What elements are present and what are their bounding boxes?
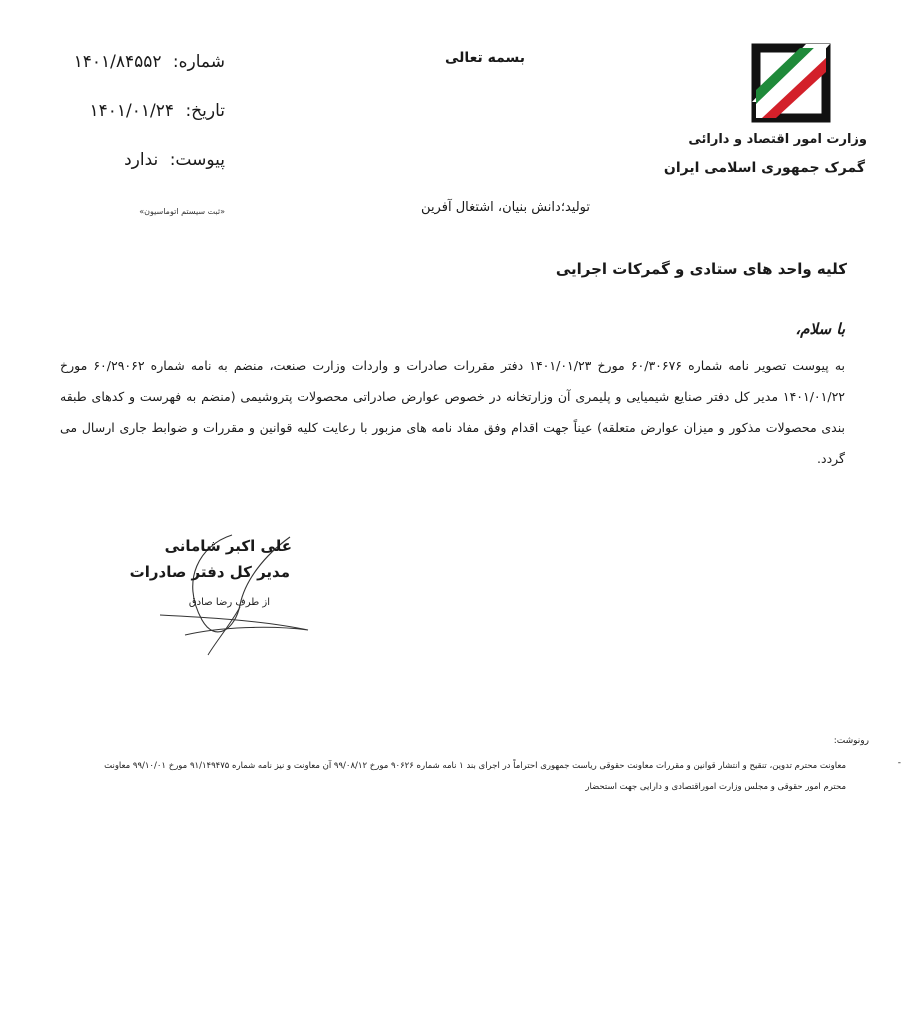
letter-attachment-label: پیوست: (169, 150, 225, 170)
letter-date-label: تاریخ: (185, 101, 225, 121)
signatory-name: علی اکبر شامانی (164, 537, 292, 555)
customs-logo-icon (748, 40, 834, 126)
year-slogan: تولید؛دانش بنیان، اشتغال آفرین (421, 200, 590, 215)
letter-attachment (55, 150, 225, 170)
cc-text: معاونت محترم تدوین، تنقیح و انتشار قوانین و مقررات معاونت حقوقی ریاست جمهوری احتراماً در اجرای بند ۱ نامه شماره ۹۰۶۲۶ مورخ ۹۹/۰۸/۱۲ آن معاونت و نیز نامه شماره ۹۱/۱۴۹۴۷۵ مورخ ۹۹/۱۰/۰۱ معاونت محترم امور حقوقی و مجلس وزارت اموراقتصادی و دارایی جهت استحضار (104, 761, 846, 792)
signatory-title: مدیر کل دفتر صادرات (129, 563, 290, 581)
automation-system-note: «ثبت سیستم اتوماسیون» (139, 207, 225, 216)
signature-block (129, 525, 320, 665)
letter-attachment-value: ندارد (124, 150, 159, 170)
recipient: کلیه واحد های ستادی و گمرکات اجرایی (555, 260, 847, 278)
letter-date-value: ۱۴۰۱/۰۱/۲۴ (89, 101, 175, 121)
bismillah: بسمه تعالی (444, 50, 526, 66)
letter-body: به پیوست تصویر نامه شماره ۶۰/۳۰۶۷۶ مورخ ۱۴۰۱/۰۱/۲۳ دفتر مقررات صادرات و واردات وزارت صنعت، منضم به نامه شماره ۶۰/۲۹۰۶۲ مورخ ۱۴۰۱/۰۱/۲۲ مدیر کل دفتر صنایع شیمیایی و پلیمری آن وزارتخانه در خصوص عوارض صادراتی محصولات پتروشیمی (منضم به فهرست و کدهای طبقه بندی محصولات مذکور و میزان عوارض متعلقه) عیناً جهت اقدام وفق مفاد نامه های مزبور با رعایت کلیه قوانین و مقررات و ضوابط جاری ارسال می گردد. (60, 358, 845, 466)
cc-label: رونوشت: (833, 736, 869, 746)
letter-number-label: شماره: (172, 52, 225, 72)
letter-number (55, 52, 225, 72)
letter-number-value: ۱۴۰۱/۸۴۵۵۲ (73, 52, 162, 72)
letter-date (55, 101, 225, 121)
ministry-name: وزارت امور اقتصاد و دارائی (688, 132, 867, 147)
customs-name: گمرک جمهوری اسلامی ایران (663, 160, 865, 176)
greeting: با سلام، (795, 320, 845, 338)
cc-bullet: - (897, 758, 901, 768)
signatory-behalf: از طرف رضا صادق (188, 597, 270, 608)
